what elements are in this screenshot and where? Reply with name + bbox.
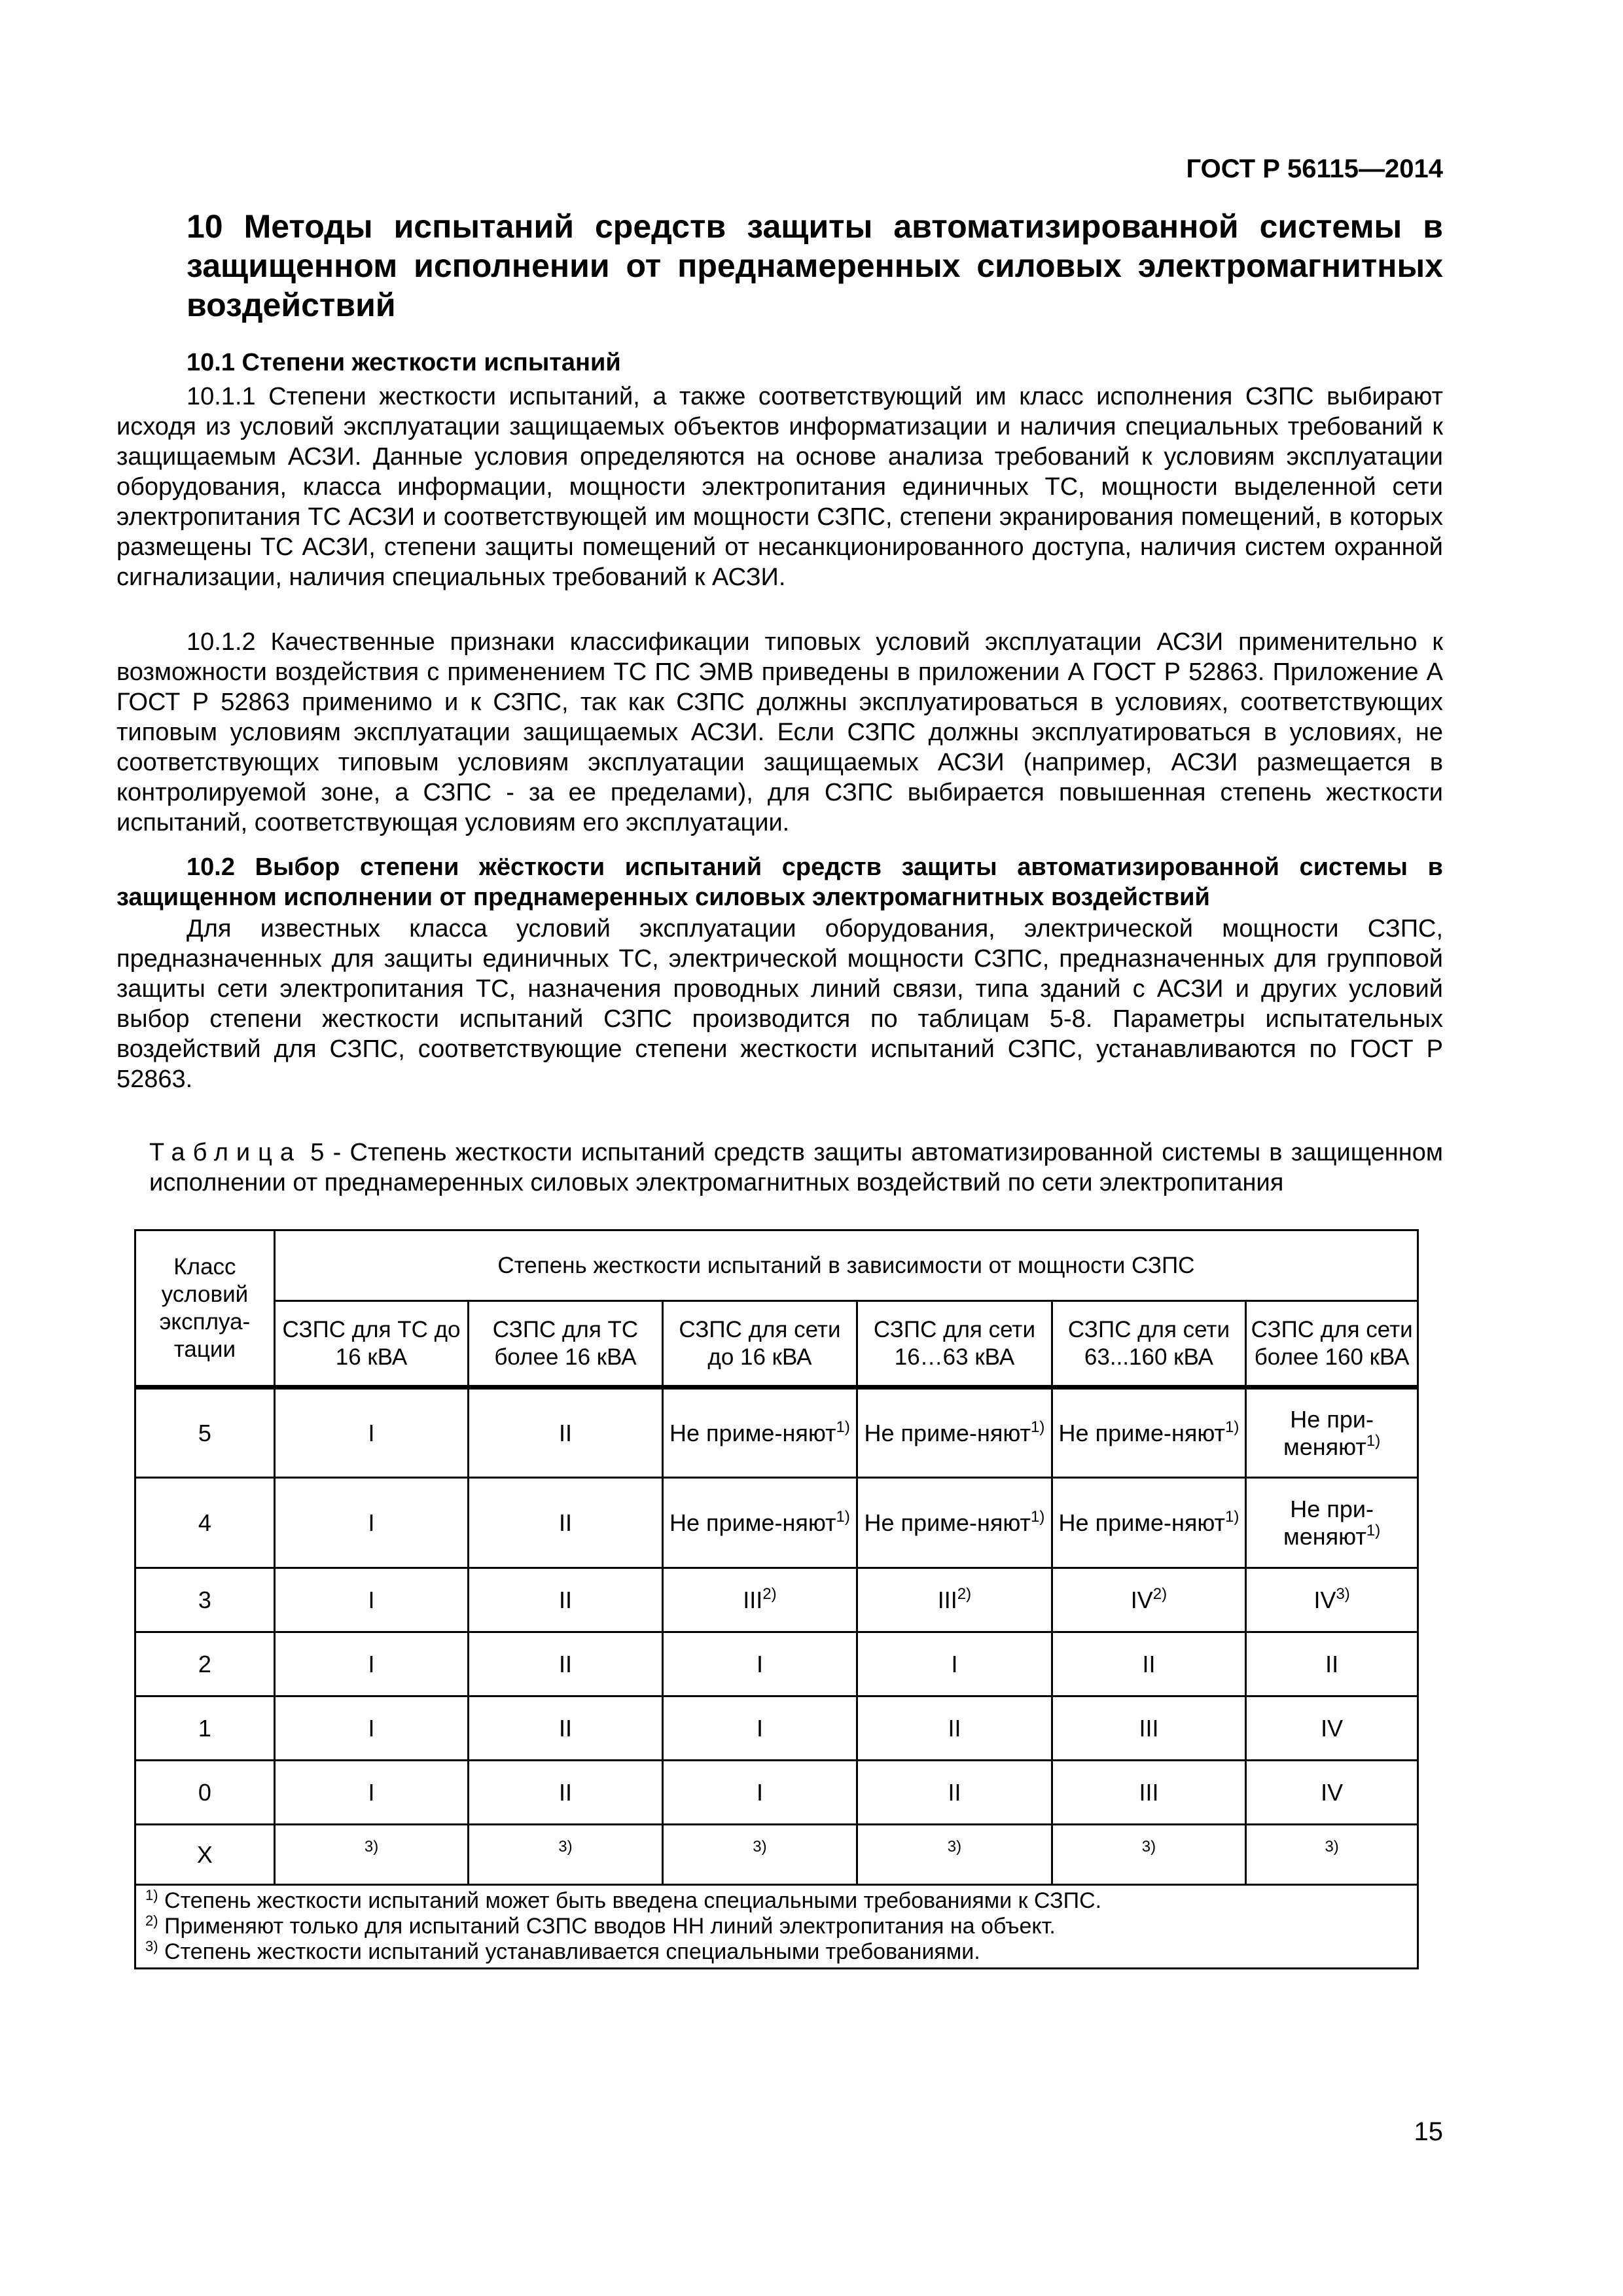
note-mark: 1) xyxy=(145,1887,158,1903)
note-text: Применяют только для испытаний СЗПС вводов НН линий электропитания на объект. xyxy=(164,1914,1056,1939)
note-mark: 2) xyxy=(145,1912,158,1929)
footnote-mark: 3) xyxy=(558,1838,573,1856)
footnote-mark: 1) xyxy=(836,1507,850,1526)
class-column-header: Класс условий эксплуа-тации xyxy=(135,1230,275,1388)
severity-cell xyxy=(1052,1388,1246,1478)
severity-value: I xyxy=(951,1650,958,1677)
note-mark: 3) xyxy=(145,1938,158,1954)
table-row xyxy=(135,1632,1418,1696)
severity-value: III xyxy=(937,1586,957,1613)
table-row xyxy=(135,1761,1418,1825)
paragraph-10-1-2 xyxy=(116,627,1443,838)
table-note xyxy=(145,1914,1405,1939)
severity-value: III xyxy=(1139,1714,1159,1742)
class-cell: 0 xyxy=(135,1761,275,1825)
severity-value: IV xyxy=(1321,1778,1344,1806)
severity-cell xyxy=(662,1825,857,1885)
severity-cell xyxy=(857,1632,1052,1696)
severity-value: II xyxy=(558,1586,572,1613)
table-note xyxy=(145,1888,1405,1914)
severity-cell xyxy=(1246,1696,1418,1761)
column-header: СЗПС для сети 16…63 кВА xyxy=(857,1301,1052,1388)
severity-cell xyxy=(857,1825,1052,1885)
severity-value: I xyxy=(756,1714,763,1742)
severity-value: IV xyxy=(1313,1586,1336,1613)
severity-value: IV xyxy=(1321,1714,1344,1742)
footnote-mark: 3) xyxy=(1336,1585,1350,1603)
severity-cell xyxy=(857,1388,1052,1478)
severity-value: Не приме-няют xyxy=(669,1419,836,1446)
table-caption-text: 5 - Степень жесткости испытаний средств защиты автоматизированной системы в защищенном исполнении от преднамеренных силовых электромагнитных воздействий по сети электропитания xyxy=(149,1139,1443,1196)
severity-cell xyxy=(857,1478,1052,1568)
severity-cell xyxy=(469,1825,662,1885)
table-note xyxy=(145,1939,1405,1965)
severity-value: I xyxy=(368,1778,375,1806)
footnote-mark: 2) xyxy=(957,1585,972,1603)
severity-table xyxy=(134,1229,1419,1969)
severity-cell xyxy=(662,1761,857,1825)
severity-cell xyxy=(469,1632,662,1696)
severity-cell xyxy=(1052,1568,1246,1632)
severity-value: IV xyxy=(1130,1586,1153,1613)
severity-value: II xyxy=(1142,1650,1156,1677)
severity-value: Не при-меняют xyxy=(1283,1405,1374,1460)
footnote-mark: 2) xyxy=(762,1585,777,1603)
severity-cell xyxy=(469,1478,662,1568)
class-cell: 4 xyxy=(135,1478,275,1568)
column-header: СЗПС для ТС более 16 кВА xyxy=(469,1301,662,1388)
class-cell: X xyxy=(135,1825,275,1885)
severity-cell xyxy=(274,1825,468,1885)
severity-cell xyxy=(857,1761,1052,1825)
severity-cell xyxy=(274,1388,468,1478)
severity-cell xyxy=(469,1696,662,1761)
severity-cell xyxy=(662,1568,857,1632)
table-row xyxy=(135,1388,1418,1478)
severity-cell xyxy=(1052,1825,1246,1885)
severity-cell xyxy=(274,1478,468,1568)
severity-cell xyxy=(662,1696,857,1761)
severity-value: II xyxy=(948,1778,961,1806)
severity-value: II xyxy=(558,1714,572,1742)
footnote-mark: 1) xyxy=(1366,1431,1381,1450)
severity-value: II xyxy=(558,1419,572,1446)
footnote-mark: 3) xyxy=(364,1838,379,1856)
class-cell: 3 xyxy=(135,1568,275,1632)
severity-cell xyxy=(857,1568,1052,1632)
severity-value: I xyxy=(756,1778,763,1806)
severity-cell xyxy=(469,1568,662,1632)
severity-cell xyxy=(1052,1761,1246,1825)
class-cell: 1 xyxy=(135,1696,275,1761)
table-caption-label: Таблица xyxy=(149,1139,302,1166)
severity-cell xyxy=(1052,1696,1246,1761)
severity-cell xyxy=(1246,1825,1418,1885)
severity-value: II xyxy=(558,1509,572,1536)
document-code: ГОСТ Р 56115—2014 xyxy=(1186,154,1443,183)
column-header: СЗПС для сети до 16 кВА xyxy=(662,1301,857,1388)
severity-cell xyxy=(857,1696,1052,1761)
subsection-heading-10-2-text: 10.2 Выбор степени жёсткости испытаний средств защиты автоматизированной системы в защищенном исполнении от преднамеренных силовых электромагнитных воздействий xyxy=(116,853,1443,911)
severity-value: Не приме-няют xyxy=(864,1419,1031,1446)
severity-cell xyxy=(662,1632,857,1696)
severity-cell xyxy=(469,1761,662,1825)
severity-cell xyxy=(1246,1761,1418,1825)
class-cell: 5 xyxy=(135,1388,275,1478)
severity-value: II xyxy=(558,1778,572,1806)
column-header: СЗПС для сети более 160 кВА xyxy=(1246,1301,1418,1388)
severity-cell xyxy=(662,1388,857,1478)
severity-cell xyxy=(1246,1478,1418,1568)
paragraph-10-1-2-text: 10.1.2 Качественные признаки классификации типовых условий эксплуатации АСЗИ применительно к возможности воздействия с применением ТС ПС ЭМВ приведены в приложении А ГОСТ Р 52863. Приложение А ГОСТ Р 52863 применимо и к СЗПС, так как СЗПС должны эксплуатироваться в условиях, соответствующих типовым условиям эксплуатации защищаемых АСЗИ. Если СЗПС должны эксплуатироваться в условиях, не соответствующих типовым условиям эксплуатации защищаемых АСЗИ (например, АСЗИ размещается в контролируемой зоне, а СЗПС - за ее пределами), для СЗПС выбирается повышенная степень жесткости испытаний, соответствующая условиям его эксплуатации. xyxy=(116,628,1443,836)
severity-cell xyxy=(1052,1478,1246,1568)
severity-value: III xyxy=(743,1586,763,1613)
footnote-mark: 3) xyxy=(753,1838,767,1856)
severity-cell xyxy=(1246,1632,1418,1696)
note-text: Степень жесткости испытаний устанавливается специальными требованиями. xyxy=(164,1939,980,1964)
severity-value: I xyxy=(368,1714,375,1742)
severity-cell xyxy=(274,1696,468,1761)
severity-cell xyxy=(274,1761,468,1825)
severity-cell xyxy=(274,1568,468,1632)
footnote-mark: 1) xyxy=(1225,1418,1240,1436)
note-text: Степень жесткости испытаний может быть введена специальными требованиями к СЗПС. xyxy=(164,1888,1102,1913)
severity-value: II xyxy=(948,1714,961,1742)
severity-value: II xyxy=(1325,1650,1339,1677)
severity-value: I xyxy=(368,1586,375,1613)
table-row xyxy=(135,1825,1418,1885)
severity-value: I xyxy=(368,1419,375,1446)
severity-cell xyxy=(1052,1632,1246,1696)
footnote-mark: 1) xyxy=(1366,1521,1381,1539)
severity-group-header: Степень жесткости испытаний в зависимости от мощности СЗПС xyxy=(274,1230,1418,1301)
subsection-heading-10-1: 10.1 Степени жесткости испытаний xyxy=(187,349,621,376)
severity-value: Не при-меняют xyxy=(1283,1495,1374,1550)
severity-value: I xyxy=(368,1650,375,1677)
table-row xyxy=(135,1696,1418,1761)
severity-value: I xyxy=(756,1650,763,1677)
severity-cell xyxy=(274,1632,468,1696)
paragraph-10-2-text: Для известных класса условий эксплуатации оборудования, электрической мощности СЗПС, предназначенных для защиты единичных ТС, электрической мощности СЗПС, предназначенных для групповой защиты сети электропитания ТС, назначения проводных линий связи, типа зданий с АСЗИ и других условий выбор степени жесткости испытаний СЗПС производится по таблицам 5-8. Параметры испытательных воздействий для СЗПС, соответствующие степени жесткости испытаний СЗПС, устанавливаются по ГОСТ Р 52863. xyxy=(116,915,1443,1093)
table-caption xyxy=(149,1138,1443,1198)
page-number: 15 xyxy=(1414,2117,1443,2146)
class-cell: 2 xyxy=(135,1632,275,1696)
paragraph-10-1-1-text: 10.1.1 Степени жесткости испытаний, а также соответствующий им класс исполнения СЗПС выбирают исходя из условий эксплуатации защищаемых объектов информатизации и наличия специальных требований к защищаемым АСЗИ. Данные условия определяются на основе анализа требований к условиям эксплуатации оборудования, класса информации, мощности электропитания единичных ТС, мощности выделенной сети электропитания ТС АСЗИ и соответствующей им мощности СЗПС, степени экранирования помещений, в которых размещены ТС АСЗИ, степени защиты помещений от несанкционированного доступа, наличия систем охранной сигнализации, наличия специальных требований к АСЗИ. xyxy=(116,383,1443,591)
footnote-mark: 1) xyxy=(1225,1507,1240,1526)
footnote-mark: 3) xyxy=(1325,1838,1339,1856)
subsection-heading-10-2 xyxy=(116,852,1443,912)
severity-value: Не приме-няют xyxy=(864,1509,1031,1536)
severity-cell xyxy=(662,1478,857,1568)
paragraph-10-2 xyxy=(116,914,1443,1094)
footnote-mark: 1) xyxy=(1031,1418,1045,1436)
severity-value: I xyxy=(368,1509,375,1536)
footnote-mark: 3) xyxy=(947,1838,962,1856)
column-header: СЗПС для ТС до 16 кВА xyxy=(274,1301,468,1388)
severity-value: III xyxy=(1139,1778,1159,1806)
table-row xyxy=(135,1478,1418,1568)
severity-cell xyxy=(1246,1568,1418,1632)
paragraph-10-1-1 xyxy=(116,382,1443,592)
severity-cell xyxy=(469,1388,662,1478)
severity-value: II xyxy=(558,1650,572,1677)
severity-value: Не приме-няют xyxy=(669,1509,836,1536)
table-row xyxy=(135,1568,1418,1632)
section-title: 10 Методы испытаний средств защиты автоматизированной системы в защищенном исполнении от преднамеренных силовых электромагнитных воздействий xyxy=(187,208,1443,323)
severity-cell xyxy=(1246,1388,1418,1478)
footnote-mark: 1) xyxy=(1031,1507,1045,1526)
severity-value: Не приме-няют xyxy=(1058,1419,1226,1446)
severity-value: Не приме-няют xyxy=(1058,1509,1226,1536)
column-header: СЗПС для сети 63...160 кВА xyxy=(1052,1301,1246,1388)
footnote-mark: 1) xyxy=(836,1418,850,1436)
footnote-mark: 3) xyxy=(1141,1838,1156,1856)
footnote-mark: 2) xyxy=(1152,1585,1168,1603)
table-notes xyxy=(135,1885,1418,1969)
